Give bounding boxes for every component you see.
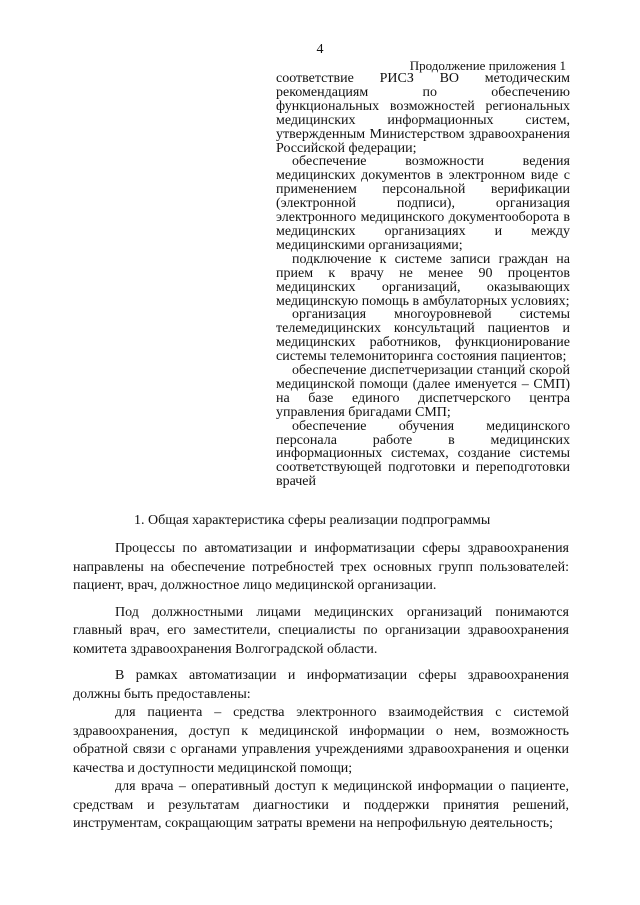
list-item: организация многоуровневой системы телемедицинских консультаций пациентов и медицинских работников, функционирование системы телемониторинга состояния пациентов; — [276, 307, 570, 365]
list-item: подключение к системе записи граждан на прием к врачу не менее 90 процентов медицинских организаций, оказывающих медицинскую помощь в амбулаторных условиях; — [276, 251, 570, 309]
body-paragraph: В рамках автоматизации и информатизации сферы здравоохранения должны быть предоставлены: — [73, 668, 569, 702]
body-paragraph: Процессы по автоматизации и информатизации сферы здравоохранения направлены на обеспечение потребностей трех основных групп пользователей: пациент, врач, должностное лицо медицинской организации. — [73, 541, 569, 593]
list-item: обеспечение возможности ведения медицинских документов в электронном виде с применением персональной верификации (электронной подписи), организация электронного медицинского документооборота в медицинских организациях и между медицинскими организациями; — [276, 154, 570, 253]
right-column-list — [276, 72, 570, 489]
body-paragraph: для врача – оперативный доступ к медицинской информации о пациенте, средствам и результатам диагностики и поддержки принятия решений, инструментам, сокращающим затраты времени на непрофильную деятельность; — [73, 779, 569, 831]
list-item: обеспечение диспетчеризации станций скорой медицинской помощи (далее именуется – СМП) на базе единого диспетчерского центра управления бригадами СМП; — [276, 363, 570, 420]
section-heading: 1. Общая характеристика сферы реализации подпрограммы — [134, 513, 491, 528]
page-number: 4 — [316, 42, 324, 57]
body-paragraph: для пациента – средства электронного взаимодействия с системой здравоохранения, доступ к медицинской информации о нем, возможность обратной связи с органами управления учреждениями здравоохранения и оценки качества и доступности медицинской помощи; — [73, 705, 569, 776]
list-item: соответствие РИСЗ ВО методическим рекомендациям по обеспечению функциональных возможностей региональных медицинских информационных систем, утвержденным Министерством здравоохранения Российской федерации; — [276, 71, 570, 156]
body-paragraph: Под должностными лицами медицинских организаций понимаются главный врач, его заместители, специалисты по организации здравоохранения комитета здравоохранения Волгоградской области. — [73, 604, 569, 657]
body-text — [73, 540, 569, 834]
continuation-note: Продолжение приложения 1 — [409, 58, 566, 73]
list-item: обеспечение обучения медицинского персонала работе в медицинских информационных системах, создание системы соответствующей подготовки и переподготовки врачей — [276, 418, 570, 490]
